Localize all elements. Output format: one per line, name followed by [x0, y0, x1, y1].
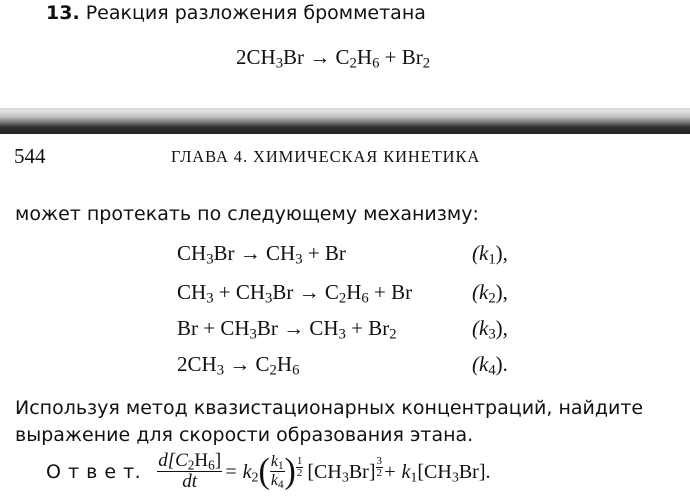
rate-open: (k: [472, 280, 489, 304]
chem-sub: 2: [389, 326, 397, 343]
chem-sub: 6: [361, 290, 369, 307]
exp-den: 2: [376, 466, 382, 479]
rate-close: ).: [495, 352, 508, 376]
chem-text: Br + CH: [177, 316, 250, 340]
conc-sub: 3: [341, 470, 349, 485]
question-line-1: Используя метод квазистационарных концентраций, найдите: [15, 397, 644, 419]
exponent-half: [296, 456, 304, 479]
eq-sub: 2: [422, 55, 431, 72]
rate-sub: 3: [488, 326, 496, 343]
chem-text: CH: [266, 241, 296, 265]
eq-br: Br: [283, 45, 305, 69]
tail-text: + k: [383, 460, 411, 483]
rate-close: ),: [495, 241, 508, 265]
rate-open: (k: [472, 241, 489, 265]
chapter-title: ГЛАВА 4. ХИМИЧЕСКАЯ КИНЕТИКА: [171, 147, 481, 166]
k-ratio-den: [270, 472, 285, 490]
mechanism-step-4: [177, 352, 299, 377]
page-break-band: [0, 108, 690, 134]
open-paren: (: [258, 452, 270, 491]
concentration-term: [307, 461, 375, 484]
eq-coef: 2: [236, 45, 247, 69]
chem-sub: 3: [206, 290, 214, 307]
problem-number: 13.: [46, 2, 80, 24]
eq-br2: Br: [401, 45, 423, 69]
rate-constant-3: [472, 316, 508, 341]
page-number: 544: [14, 144, 46, 168]
k4: k: [270, 472, 278, 490]
num-text: H: [194, 450, 209, 472]
rate-constant-4: [472, 352, 508, 377]
chem-text: → C: [224, 352, 270, 376]
question-line-2: выражение для скорости образования этана.: [15, 424, 474, 446]
close-paren: ): [284, 452, 296, 491]
chem-text: + CH: [213, 280, 266, 304]
mechanism-step-1: [177, 241, 346, 266]
mechanism-step-3: [177, 316, 397, 341]
chem-sub: 3: [249, 326, 257, 343]
chem-text: Br → CH: [256, 316, 339, 340]
chem-sub: 6: [292, 362, 300, 379]
chem-text: H: [346, 280, 362, 304]
eq-sub: 3: [275, 55, 284, 72]
exp-num: 1: [296, 454, 303, 467]
page-break-edge: [0, 108, 690, 110]
rate-fraction: [157, 451, 222, 493]
chem-sub: 2: [269, 362, 277, 379]
k4-sub: 4: [277, 478, 284, 491]
chem-text: H: [276, 352, 293, 376]
tail-sub: 1: [410, 470, 418, 485]
problem-title: Реакция разложения бромметана: [85, 2, 426, 24]
eq-plus: +: [384, 45, 397, 69]
eq-sub: 6: [372, 55, 380, 72]
chem-text: 2CH: [177, 352, 217, 376]
rate-constant-2: [472, 280, 508, 305]
intro-text: может протекать по следующему механизму:: [15, 203, 479, 225]
eq-h: H: [356, 45, 373, 69]
eq-arrow: →: [309, 45, 331, 69]
eq-sub: 2: [349, 55, 357, 72]
exp-den: 2: [296, 466, 303, 479]
den-text: dt: [182, 471, 198, 493]
chem-arrow: →: [234, 241, 267, 265]
tail-text: [CH: [417, 460, 452, 483]
chem-text: CH: [177, 241, 207, 265]
num-sub: 2: [187, 457, 195, 473]
conc-text: Br]: [348, 460, 376, 483]
decomposition-equation: [236, 45, 430, 70]
tail-sub: 3: [451, 470, 459, 485]
tail-term: [383, 461, 491, 484]
rate-constant-1: [472, 241, 508, 266]
chem-sub: 3: [216, 362, 225, 379]
k1: k: [270, 453, 278, 471]
k2-sub: 2: [251, 470, 259, 485]
exponent-three-halves: [376, 456, 384, 479]
num-text: ]: [214, 450, 222, 472]
chem-text: + Br: [368, 280, 413, 304]
exp-num: 3: [376, 454, 382, 467]
conc-text: [CH: [307, 460, 342, 483]
mechanism-step-2: [177, 280, 412, 305]
tail-text: Br].: [458, 460, 491, 483]
eq-text: = k: [224, 460, 252, 483]
num-sub: 6: [208, 457, 215, 473]
rate-close: ),: [495, 280, 508, 304]
answer-label: О т в е т.: [46, 461, 142, 483]
equals-k2: [224, 461, 258, 484]
k1-sub: 1: [277, 460, 284, 473]
chem-text: + Br: [302, 241, 346, 265]
fraction-denominator: [157, 472, 222, 493]
rate-sub: 1: [488, 251, 496, 268]
fraction-numerator: [157, 451, 222, 472]
chem-sub: 3: [338, 326, 346, 343]
chem-text: + Br: [345, 316, 390, 340]
eq-ch: CH: [246, 45, 276, 69]
rate-open: (k: [472, 352, 489, 376]
num-text: d[C: [158, 450, 188, 472]
rate-open: (k: [472, 316, 489, 340]
answer-block: [46, 448, 491, 496]
rate-sub: 2: [488, 290, 496, 307]
k-ratio: [270, 454, 285, 489]
k-ratio-num: [270, 454, 285, 472]
rate-close: ),: [495, 316, 508, 340]
chem-sub: 3: [206, 251, 214, 268]
rate-sub: 4: [488, 362, 496, 379]
chem-sub: 3: [295, 251, 303, 268]
problem-heading: [46, 2, 426, 24]
chem-sub: 2: [338, 290, 347, 307]
chem-sub: 3: [265, 290, 273, 307]
chem-text: Br: [213, 241, 235, 265]
chem-text: Br → C: [272, 280, 339, 304]
chem-text: CH: [177, 280, 207, 304]
eq-c: C: [335, 45, 350, 69]
